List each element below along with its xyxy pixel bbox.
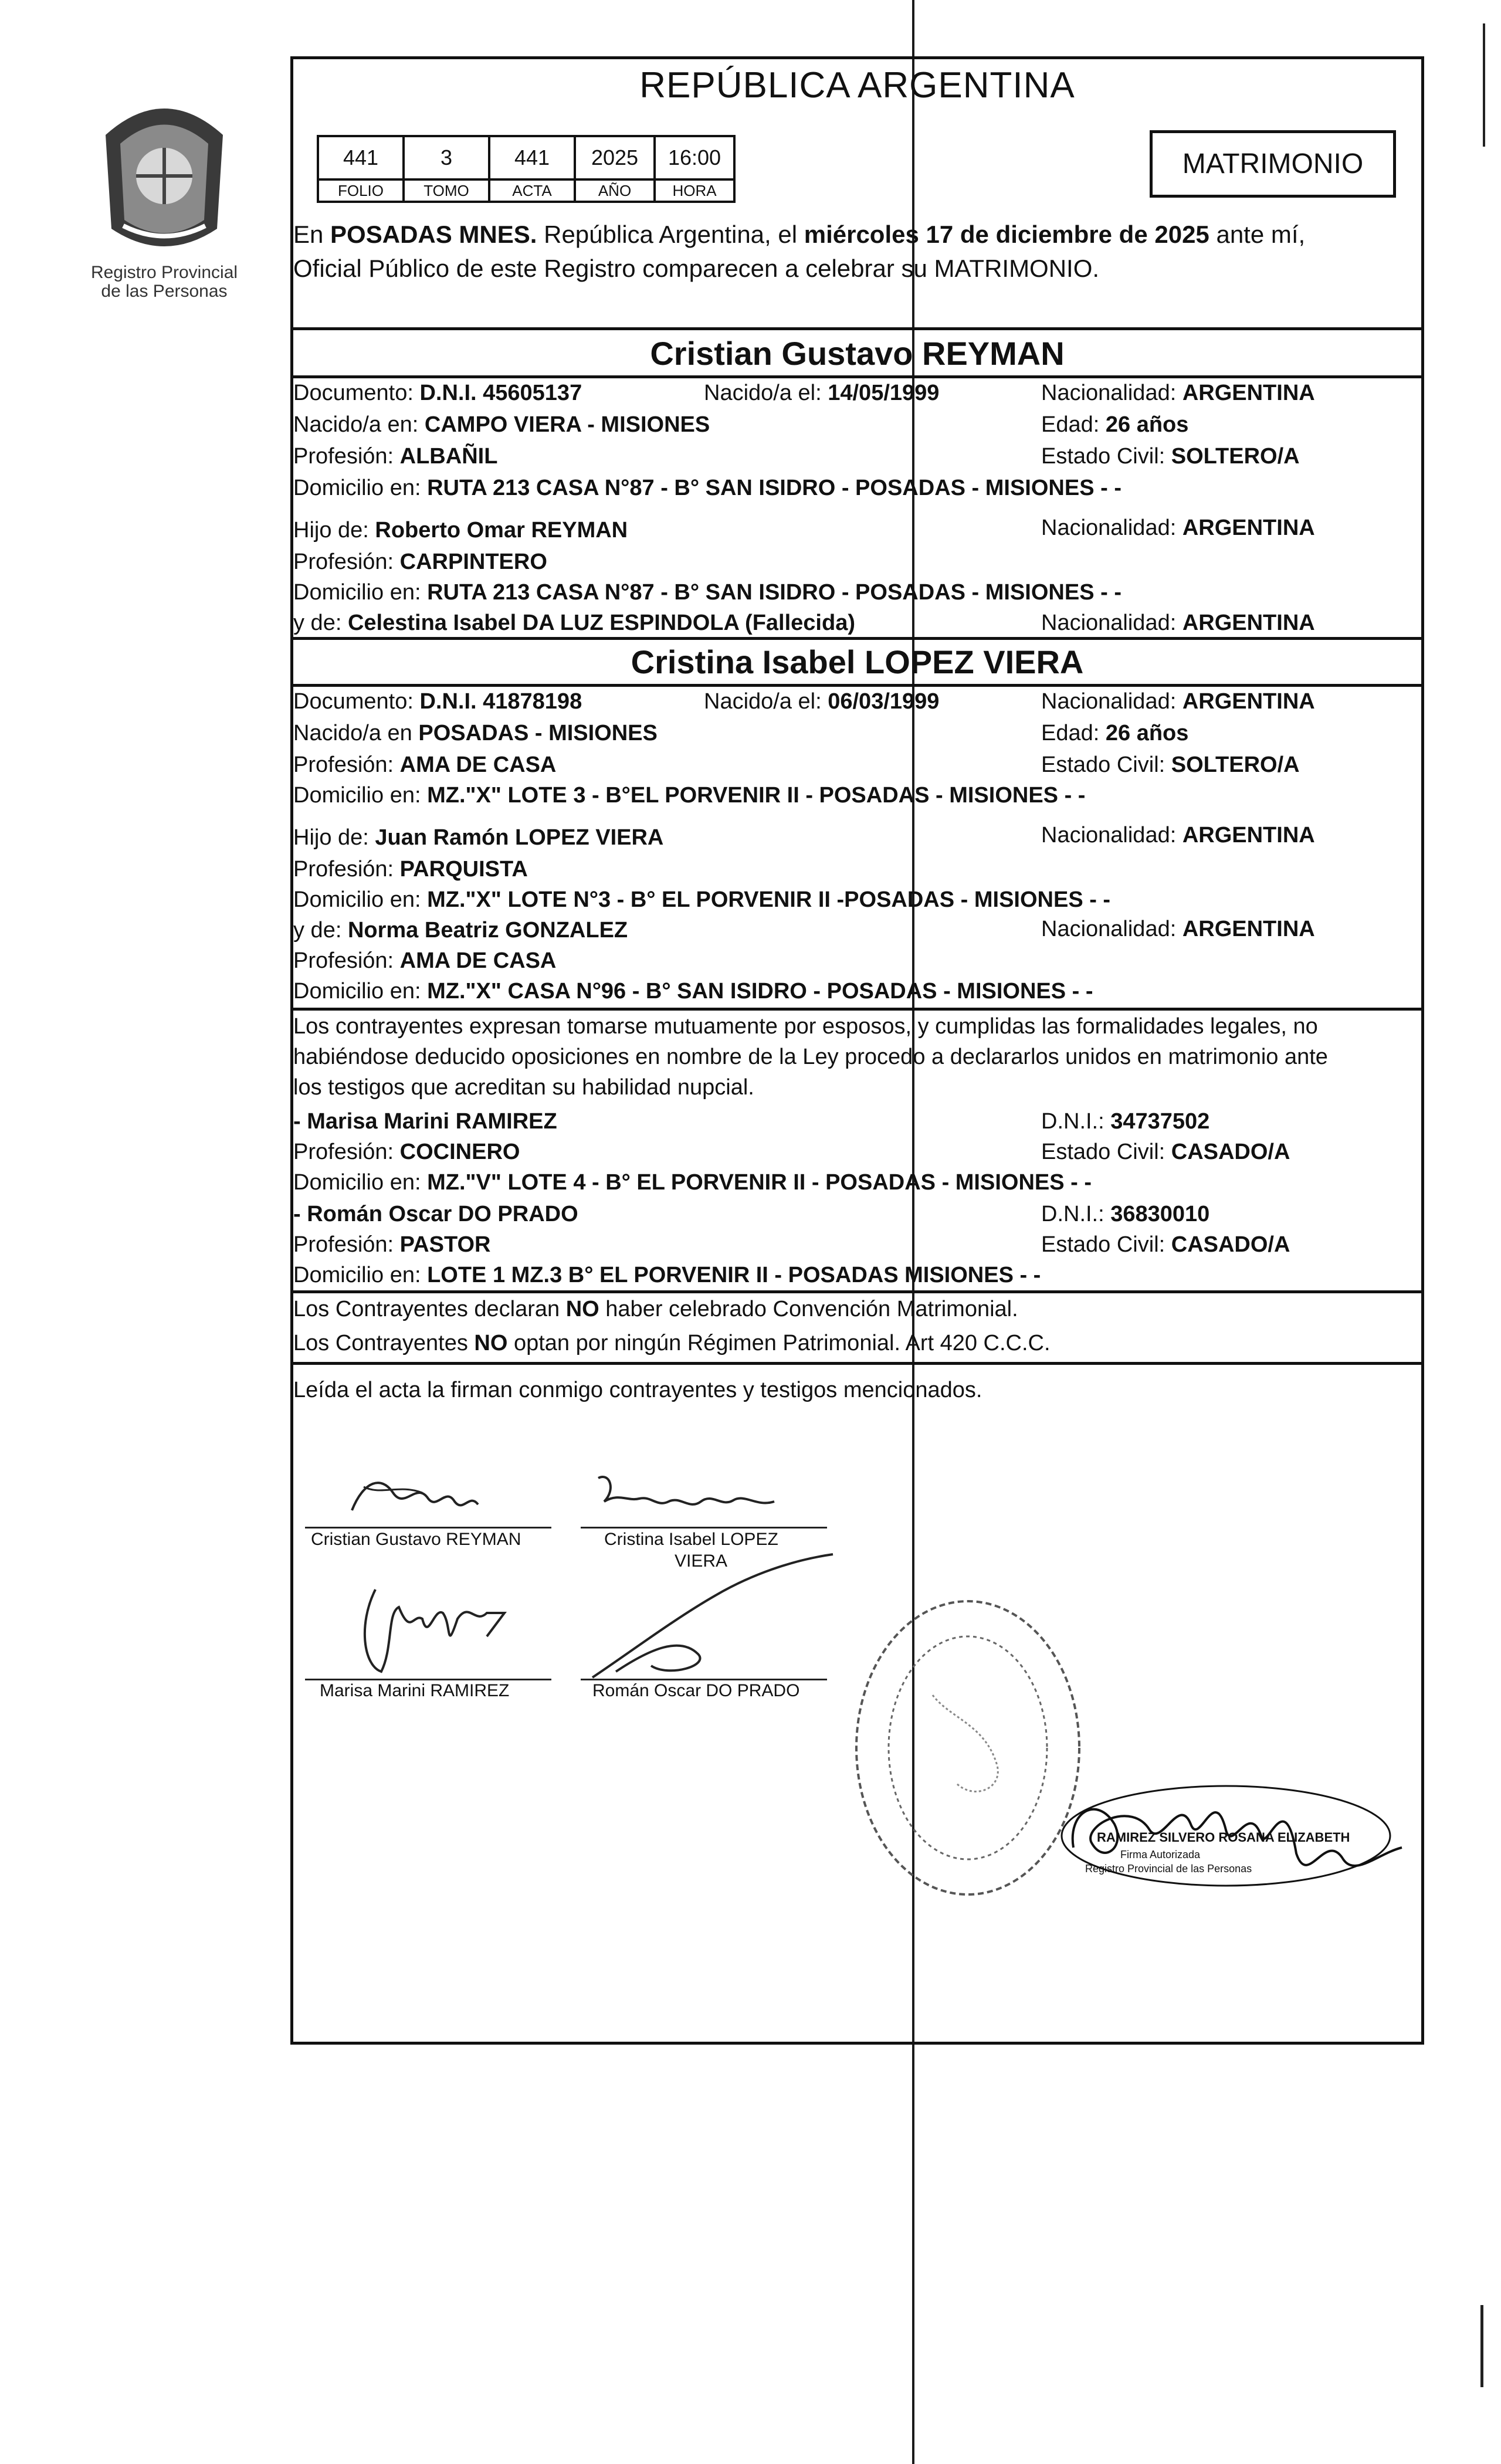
signature-line: [581, 1679, 827, 1680]
label: Estado Civil:: [1041, 444, 1171, 469]
declaration-line-1: Los contrayentes expresan tomarse mutuamente por esposos, y cumplidas las formalidades legales, no: [293, 1014, 1318, 1039]
label: Hijo de:: [293, 518, 375, 543]
label: Profesión:: [293, 857, 400, 882]
value: ARGENTINA: [1182, 381, 1315, 405]
witness2-dni: [1041, 1201, 1209, 1227]
label: Nacionalidad:: [1041, 689, 1182, 714]
convention-line-1: [293, 1296, 1018, 1322]
declaration-line-2: habiéndose deducido oposiciones en nombre de la Ley procedo a declararlos unidos en matrimonio ante: [293, 1045, 1328, 1069]
document-title: REPÚBLICA ARGENTINA: [639, 65, 1075, 106]
label: Estado Civil:: [1041, 1232, 1171, 1257]
signature-line: [581, 1527, 827, 1528]
witness2-signature: [581, 1548, 845, 1689]
spouse2-signature-name-1: Cristina Isabel LOPEZ: [604, 1530, 778, 1549]
spouse1-signature-name: Cristian Gustavo REYMAN: [311, 1530, 521, 1549]
label: Profesión:: [293, 550, 400, 574]
acta-value: 441: [489, 136, 575, 179]
spouse2-address: [293, 782, 1085, 808]
spouse1-father-address: [293, 579, 1121, 605]
value: PASTOR: [399, 1232, 491, 1257]
hora-value: 16:00: [655, 136, 734, 179]
value: ARGENTINA: [1182, 917, 1315, 941]
label: Profesión:: [293, 948, 400, 973]
label: Nacionalidad:: [1041, 823, 1182, 848]
spouse2-mother-address: [293, 978, 1093, 1004]
value: ARGENTINA: [1182, 823, 1315, 848]
label: Hijo de:: [293, 825, 375, 850]
witness2-civil-status: [1041, 1232, 1290, 1258]
label: Domicilio en:: [293, 580, 428, 605]
label: Domicilio en:: [293, 1170, 428, 1195]
label: Profesión:: [293, 444, 400, 469]
label: Estado Civil:: [1041, 753, 1171, 777]
witness1-profession: [293, 1139, 520, 1165]
intro-text: En: [293, 221, 331, 248]
registry-seal-logo: [88, 88, 240, 264]
value: 26 años: [1105, 721, 1189, 745]
signature-line: [305, 1679, 551, 1680]
value: CARPINTERO: [399, 550, 547, 574]
label: Domicilio en:: [293, 979, 428, 1004]
folio-label: FOLIO: [318, 179, 404, 202]
label: Documento:: [293, 689, 420, 714]
value: CASADO/A: [1171, 1140, 1290, 1164]
spouse2-father-profession: [293, 856, 528, 882]
divider: [290, 1362, 1424, 1365]
official-org: Registro Provincial de las Personas: [1085, 1863, 1252, 1875]
label: y de:: [293, 918, 348, 943]
divider: [290, 684, 1424, 687]
spouse2-mother: [293, 917, 628, 943]
value: CASADO/A: [1171, 1232, 1290, 1257]
intro-text: ante mí,: [1209, 221, 1306, 248]
spouse2-mother-profession: [293, 948, 556, 974]
witness1-signature-name: Marisa Marini RAMIREZ: [320, 1681, 510, 1700]
value: ARGENTINA: [1182, 689, 1315, 714]
label: Profesión:: [293, 1232, 400, 1257]
label: Domicilio en:: [293, 476, 428, 500]
value: RUTA 213 CASA N°87 - B° SAN ISIDRO - POSADAS - MISIONES - -: [427, 580, 1121, 605]
label: Edad:: [1041, 412, 1106, 437]
value: MZ."X" CASA N°96 - B° SAN ISIDRO - POSADAS - MISIONES - -: [427, 979, 1093, 1004]
witness1-dni: [1041, 1109, 1209, 1134]
value: D.N.I. 41878198: [419, 689, 582, 714]
text: optan por ningún Régimen Patrimonial. Art 420 C.C.C.: [507, 1331, 1051, 1355]
value: MZ."V" LOTE 4 - B° EL PORVENIR II - POSADAS - MISIONES - -: [427, 1170, 1092, 1195]
spouse2-name-heading: Cristina Isabel LOPEZ VIERA: [631, 643, 1084, 680]
folio-value: 441: [318, 136, 404, 179]
spouse1-profession: [293, 443, 497, 469]
label: y de:: [293, 611, 348, 635]
spouse1-name-heading: Cristian Gustavo REYMAN: [650, 335, 1065, 372]
act-type-label: MATRIMONIO: [1182, 148, 1364, 179]
label: Estado Civil:: [1041, 1140, 1171, 1164]
value: RUTA 213 CASA N°87 - B° SAN ISIDRO - POSADAS - MISIONES - -: [427, 476, 1121, 500]
value: MZ."X" LOTE N°3 - B° EL PORVENIR II -POSADAS - MISIONES - -: [427, 887, 1111, 912]
text: haber celebrado Convención Matrimonial.: [599, 1297, 1018, 1321]
value: Roberto Omar REYMAN: [375, 518, 628, 543]
spouse1-address: [293, 475, 1121, 501]
value: 34737502: [1110, 1109, 1210, 1134]
spouse2-nationality: [1041, 689, 1315, 714]
label: Nacido/a en: [293, 721, 419, 745]
witness1-signature: [346, 1578, 534, 1677]
witness2-address: [293, 1262, 1041, 1288]
spouse1-father-profession: [293, 549, 547, 575]
spouse1-birthplace: [293, 412, 710, 438]
value: POSADAS - MISIONES: [418, 721, 658, 745]
label: Edad:: [1041, 721, 1106, 745]
text-emphasis: NO: [474, 1331, 508, 1355]
intro-line-1: [293, 222, 1305, 248]
value: 14/05/1999: [828, 381, 940, 405]
divider: [290, 1290, 1424, 1293]
record-table: [317, 135, 736, 203]
spouse2-father: [293, 825, 663, 850]
spouse2-profession: [293, 752, 556, 778]
spouse2-father-nationality: [1041, 822, 1315, 848]
divider: [290, 1008, 1424, 1011]
divider: [290, 637, 1424, 640]
hora-label: HORA: [655, 179, 734, 202]
spouse1-signature: [328, 1469, 551, 1528]
spouse1-mother-nationality: [1041, 610, 1315, 636]
convention-line-2: [293, 1330, 1051, 1356]
witness2-name: - Román Oscar DO PRADO: [293, 1202, 578, 1226]
label: Nacido/a en:: [293, 412, 425, 437]
value: CAMPO VIERA - MISIONES: [424, 412, 710, 437]
label: Profesión:: [293, 753, 400, 777]
value: SOLTERO/A: [1171, 444, 1300, 469]
spouse2-mother-nationality: [1041, 916, 1315, 942]
spouse1-father-nationality: [1041, 515, 1315, 541]
value: AMA DE CASA: [399, 753, 557, 777]
witness1-civil-status: [1041, 1139, 1290, 1165]
text-emphasis: NO: [565, 1297, 599, 1321]
spouse1-nationality: [1041, 380, 1315, 406]
spouse2-signature: [587, 1466, 833, 1525]
scan-edge-mark: [1483, 23, 1485, 147]
official-name: RAMIREZ SILVERO ROSANA ELIZABETH: [1097, 1830, 1350, 1845]
label: Nacionalidad:: [1041, 611, 1182, 635]
value: ARGENTINA: [1182, 516, 1315, 540]
value: LOTE 1 MZ.3 B° EL PORVENIR II - POSADAS MISIONES - -: [427, 1263, 1041, 1287]
spouse1-civil-status: [1041, 443, 1300, 469]
value: PARQUISTA: [399, 857, 528, 882]
ano-value: 2025: [575, 136, 655, 179]
value: Juan Ramón LOPEZ VIERA: [375, 825, 664, 850]
signature-line: [305, 1527, 551, 1528]
official-title: Firma Autorizada: [1120, 1849, 1201, 1860]
declaration-line-3: los testigos que acreditan su habilidad nupcial.: [293, 1075, 754, 1100]
seal-caption-line1: Registro Provincial: [90, 263, 238, 282]
intro-city: POSADAS MNES.: [330, 221, 537, 248]
spouse2-doc: [293, 689, 582, 714]
witness2-signature-name: Román Oscar DO PRADO: [592, 1681, 800, 1700]
label: Domicilio en:: [293, 783, 428, 808]
value: MZ."X" LOTE 3 - B°EL PORVENIR II - POSADAS - MISIONES - -: [427, 783, 1086, 808]
intro-date: miércoles 17 de diciembre de 2025: [804, 221, 1209, 248]
witness1-address: [293, 1170, 1092, 1195]
spouse1-doc: [293, 380, 582, 406]
spouse1-father: [293, 517, 628, 543]
value: SOLTERO/A: [1171, 753, 1300, 777]
text: Los Contrayentes: [293, 1331, 475, 1355]
official-signature: [1050, 1760, 1414, 1900]
acta-label: ACTA: [489, 179, 575, 202]
value: ARGENTINA: [1182, 611, 1315, 635]
intro-text: República Argentina, el: [537, 221, 804, 248]
spouse2-age: [1041, 720, 1188, 746]
label: Nacido/a el:: [704, 381, 828, 405]
tomo-value: 3: [404, 136, 489, 179]
closing-text: Leída el acta la firman conmigo contrayentes y testigos mencionados.: [293, 1378, 982, 1402]
label: Nacionalidad:: [1041, 381, 1182, 405]
label: Nacido/a el:: [704, 689, 828, 714]
spouse1-born: [704, 380, 939, 406]
intro-line-2: Oficial Público de este Registro comparecen a celebrar su MATRIMONIO.: [293, 255, 1100, 282]
divider: [290, 327, 1424, 330]
ano-label: AÑO: [575, 179, 655, 202]
witness1-name: - Marisa Marini RAMIREZ: [293, 1109, 557, 1134]
label: D.N.I.:: [1041, 1109, 1111, 1134]
spouse2-signature-name-2: VIERA: [675, 1551, 728, 1571]
spouse1-mother: [293, 610, 855, 636]
value: 36830010: [1110, 1202, 1210, 1226]
label: Nacionalidad:: [1041, 917, 1182, 941]
label: Domicilio en:: [293, 887, 428, 912]
witness2-profession: [293, 1232, 491, 1258]
value: 26 años: [1105, 412, 1189, 437]
spouse2-civil-status: [1041, 752, 1300, 778]
spouse2-birthplace: [293, 720, 658, 746]
scan-edge-mark: [1480, 2305, 1483, 2387]
tomo-label: TOMO: [404, 179, 489, 202]
spouse2-father-address: [293, 887, 1110, 913]
value: Celestina Isabel DA LUZ ESPINDOLA (Fallecida): [347, 611, 855, 635]
spouse1-age: [1041, 412, 1188, 438]
seal-caption-line2: de las Personas: [101, 282, 228, 301]
label: Profesión:: [293, 1140, 400, 1164]
value: 06/03/1999: [828, 689, 940, 714]
label: Domicilio en:: [293, 1263, 428, 1287]
label: Documento:: [293, 381, 420, 405]
spouse2-born: [704, 689, 939, 714]
value: D.N.I. 45605137: [419, 381, 582, 405]
divider: [290, 375, 1424, 378]
label: Nacionalidad:: [1041, 516, 1182, 540]
label: D.N.I.:: [1041, 1202, 1111, 1226]
text: Los Contrayentes declaran: [293, 1297, 566, 1321]
act-type-box: [1150, 130, 1396, 198]
value: COCINERO: [399, 1140, 520, 1164]
value: ALBAÑIL: [399, 444, 498, 469]
value: Norma Beatriz GONZALEZ: [347, 918, 628, 943]
value: AMA DE CASA: [399, 948, 557, 973]
